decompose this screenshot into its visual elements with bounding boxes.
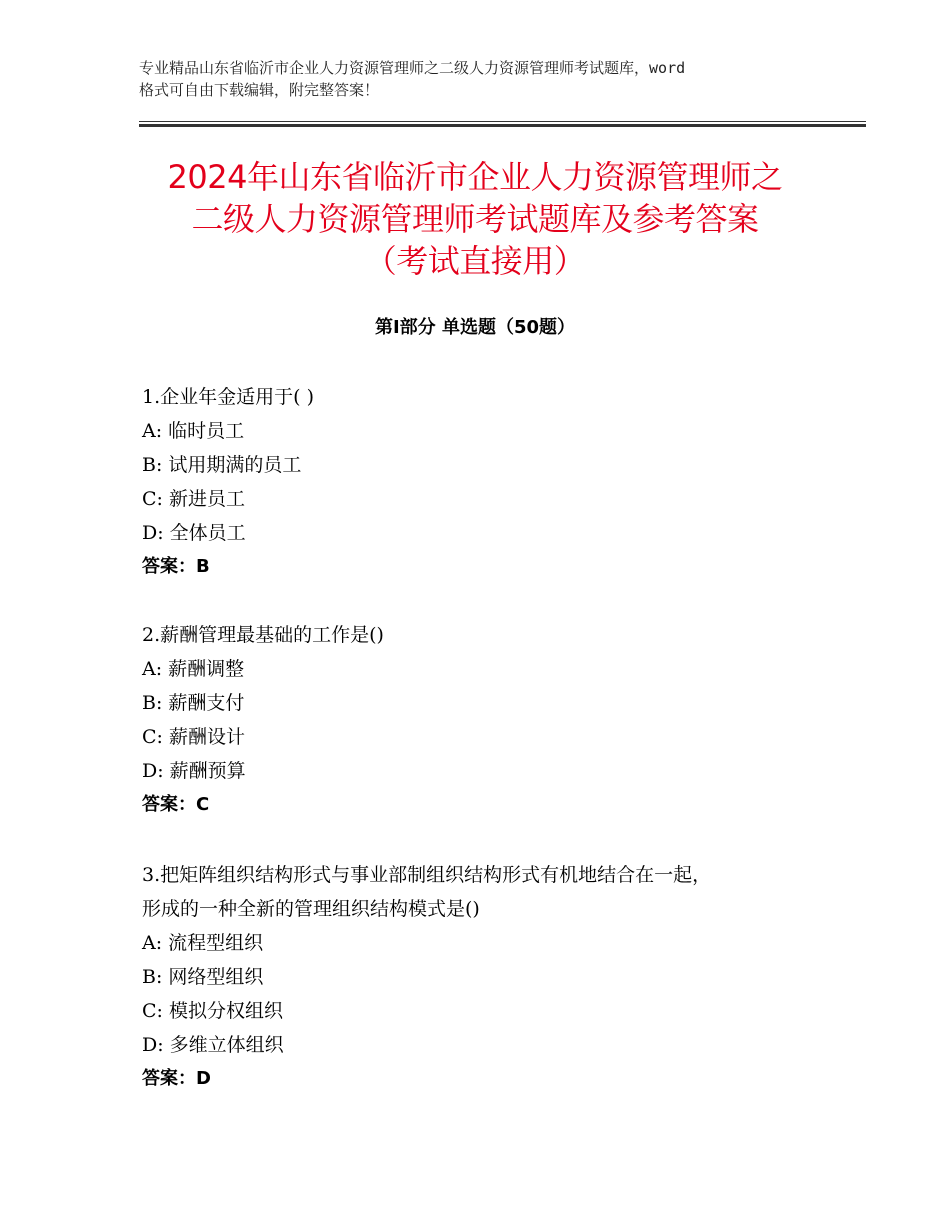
question-stem: 1.企业年金适用于( ) [142, 386, 314, 408]
question-stem-line-1: 3.把矩阵组织结构形式与事业部制组织结构形式有机地结合在一起， [142, 864, 712, 886]
option-a: A: 薪酬调整 [142, 658, 245, 680]
option-d: D: 多维立体组织 [142, 1034, 284, 1056]
option-c: C: 薪酬设计 [142, 726, 245, 748]
option-b: B: 薪酬支付 [142, 692, 245, 714]
option-c: C: 模拟分权组织 [142, 1000, 283, 1022]
answer-label: 答案：C [142, 794, 210, 815]
question-2 [142, 618, 842, 822]
header-divider-thin [139, 121, 866, 122]
option-a: A: 流程型组织 [142, 932, 264, 954]
section-heading: 第Ⅰ部分 单选题（50题） [374, 317, 575, 338]
document-title-line-2: 二级人力资源管理师考试题库及参考答案 [191, 200, 759, 238]
answer-label: 答案：B [142, 556, 210, 577]
option-c: C: 新进员工 [142, 488, 245, 510]
header-note-line-2: 格式可自由下载编辑，附完整答案！ [139, 81, 380, 99]
option-d: D: 全体员工 [142, 522, 246, 544]
document-title-line-1: 2024年山东省临沂市企业人力资源管理师之 [167, 158, 783, 196]
document-title [0, 156, 950, 282]
header-note [139, 57, 839, 101]
document-title-line-3: （考试直接用） [364, 242, 586, 280]
option-b: B: 网络型组织 [142, 966, 264, 988]
question-stem-line-2: 形成的一种全新的管理组织结构模式是() [142, 898, 480, 920]
question-1 [142, 380, 842, 584]
header-divider-thick [139, 124, 866, 127]
question-stem: 2.薪酬管理最基础的工作是() [142, 624, 384, 646]
answer-label: 答案：D [142, 1068, 211, 1089]
option-d: D: 薪酬预算 [142, 760, 246, 782]
header-note-line-1: 专业精品山东省临沂市企业人力资源管理师之二级人力资源管理师考试题库，word [139, 59, 686, 77]
question-3 [142, 858, 842, 1096]
option-b: B: 试用期满的员工 [142, 454, 302, 476]
option-a: A: 临时员工 [142, 420, 245, 442]
